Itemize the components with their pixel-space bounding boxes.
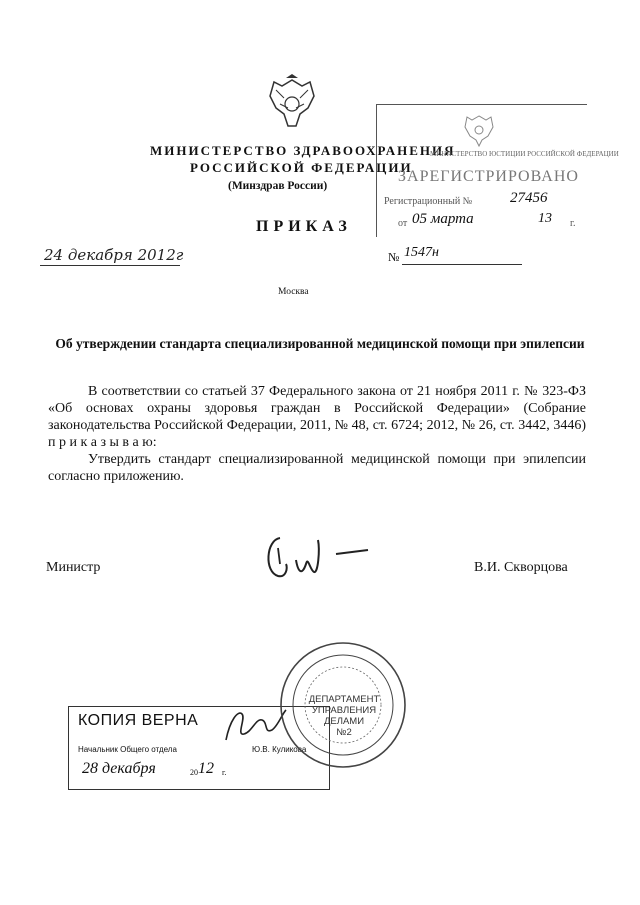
seal-line-1: ДЕПАРТАМЕНТ — [308, 694, 380, 705]
seal-line-4: №2 — [336, 727, 352, 738]
ministry-name-line2: РОССИЙСКОЙ ФЕДЕРАЦИИ — [190, 160, 413, 175]
document-type: ПРИКАЗ — [256, 218, 352, 235]
city: Москва — [278, 287, 309, 297]
ministry-name-line1: МИНИСТЕРСТВО ЗДРАВООХРАНЕНИЯ — [150, 143, 456, 158]
copy-stamp-head-label: Начальник Общего отдела — [78, 745, 177, 754]
document-body — [48, 383, 586, 485]
stamp-emblem-icon — [460, 112, 498, 148]
copy-stamp-year-prefix: 20 — [190, 768, 198, 777]
copy-stamp-date-handwritten: 28 декабря — [82, 760, 156, 777]
coat-of-arms-emblem — [262, 74, 322, 134]
stamp-date-handwritten: 05 марта — [412, 211, 474, 227]
signer-position: Министр — [46, 560, 101, 575]
copy-stamp-year-handwritten: 12 — [198, 760, 214, 777]
seal-line-2: УПРАВЛЕНИЯ — [311, 705, 377, 716]
stamp-date-label: от — [398, 218, 408, 229]
stamp-ministry: МИНИСТЕРСТВО ЮСТИЦИИ РОССИЙСКОЙ ФЕДЕРАЦИИ — [430, 150, 619, 158]
signer-name: В.И. Скворцова — [474, 560, 568, 575]
body-paragraph-2: Утвердить стандарт специализированной медицинской помощи при эпилепсии согласно приложению. — [48, 452, 586, 484]
stamp-registered: ЗАРЕГИСТРИРОВАНО — [398, 168, 579, 185]
seal-line-3: ДЕЛАМИ — [323, 716, 365, 727]
order-number-underline — [402, 264, 522, 265]
copy-stamp-head-name: Ю.В. Куликова — [252, 745, 307, 754]
order-number-label: № — [388, 250, 400, 264]
order-number-handwritten: 1547н — [404, 245, 439, 260]
copy-stamp-year-suffix: г. — [222, 768, 227, 777]
document-title: Об утверждении стандарта специализированной медицинской помощи при эпилепсии — [55, 336, 585, 351]
ministry-short-name: (Минздрав России) — [228, 180, 328, 192]
stamp-number-handwritten: 27456 — [510, 190, 548, 206]
order-date-underline — [40, 265, 180, 266]
seal-department-text — [302, 694, 386, 738]
order-date-handwritten: 24 декабря 2012г — [44, 246, 184, 264]
stamp-year-handwritten: 13 — [538, 211, 552, 226]
minister-signature — [258, 520, 378, 590]
stamp-year-suffix: г. — [570, 218, 576, 229]
body-paragraph-1: В соответствии со статьей 37 Федерального закона от 21 ноября 2011 г. № 323-ФЗ «Об основах охраны здоровья граждан в Российской Федерации» (Собрание законодательства Российской Федерации, 2011, № 48, ст. 6724; 2012, № 26, ст. 3442, 3446) п р и к а з ы в а ю: — [48, 384, 586, 450]
copy-stamp-title: КОПИЯ ВЕРНА — [78, 712, 199, 729]
stamp-number-label: Регистрационный № — [384, 196, 473, 207]
